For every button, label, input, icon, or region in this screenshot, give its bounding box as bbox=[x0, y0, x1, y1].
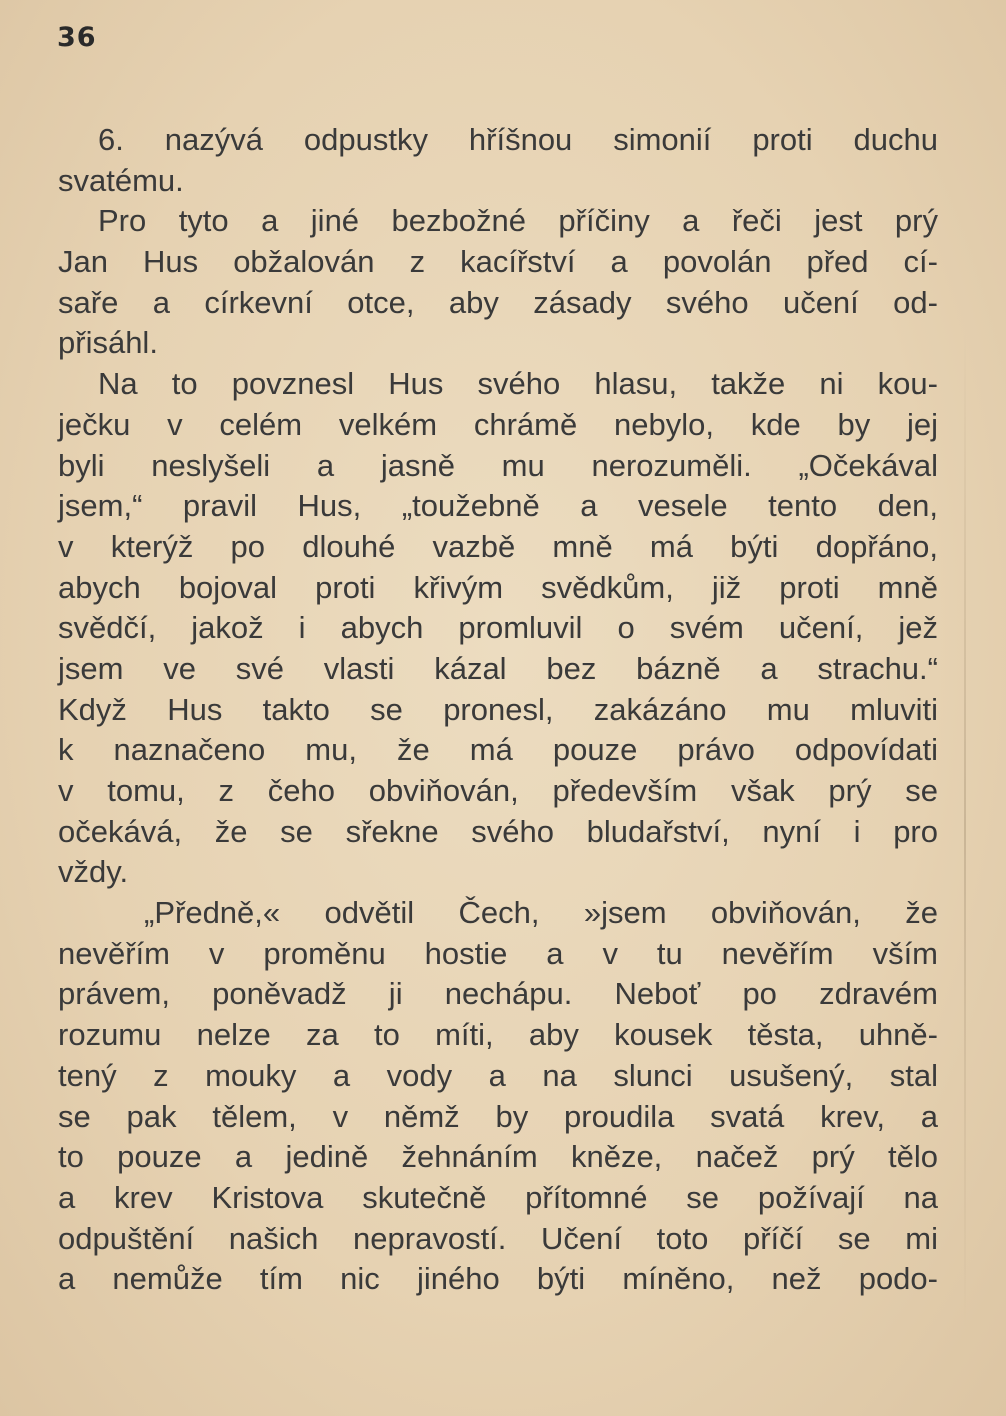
text-line: jsem ve své vlasti kázal bez bázně a strachu.“ bbox=[58, 650, 938, 686]
text-line: a krev Kristova skutečně přítomné se požívají na bbox=[58, 1179, 938, 1215]
text-line: byli neslyšeli a jasně mu nerozuměli. „Očekával bbox=[58, 447, 938, 483]
text-line: to pouze a jedině žehnáním kněze, načež prý tělo bbox=[58, 1139, 938, 1175]
text-line: se pak tělem, v němž by proudila svatá krev, a bbox=[58, 1098, 938, 1134]
text-line: saře a církevní otce, aby zásady svého učení od- bbox=[58, 284, 938, 320]
page-edge-shadow bbox=[964, 330, 966, 1330]
text-line: Pro tyto a jiné bezbožné příčiny a řeči jest prý bbox=[98, 203, 938, 239]
text-line: nevěřím v proměnu hostie a v tu nevěřím vším bbox=[58, 935, 938, 971]
text-line: Když Hus takto se pronesl, zakázáno mu mluviti bbox=[58, 691, 938, 727]
text-line: tený z mouky a vody a na slunci usušený, stal bbox=[58, 1057, 938, 1093]
text-line: vždy. bbox=[58, 854, 129, 890]
text-line: svatému. bbox=[58, 162, 184, 198]
text-line: a nemůže tím nic jiného býti míněno, než podo- bbox=[58, 1261, 938, 1297]
text-line: v kterýž po dlouhé vazbě mně má býti dopřáno, bbox=[58, 528, 938, 564]
text-line: rozumu nelze za to míti, aby kousek těsta, uhně- bbox=[58, 1017, 938, 1053]
text-line: svědčí, jakož i abych promluvil o svém učení, jež bbox=[58, 610, 938, 646]
text-line: přisáhl. bbox=[58, 325, 158, 361]
text-line: jsem,“ pravil Hus, „toužebně a vesele tento den, bbox=[58, 488, 938, 524]
text-line: ječku v celém velkém chrámě nebylo, kde by jej bbox=[58, 406, 938, 442]
text-line: právem, poněvadž ji nechápu. Neboť po zdravém bbox=[58, 976, 938, 1012]
text-line: odpuštění našich nepravostí. Učení toto příčí se mi bbox=[58, 1220, 938, 1256]
text-line: Na to povznesl Hus svého hlasu, takže ni kou- bbox=[98, 366, 938, 402]
text-line: očekává, že se sřekne svého bludařství, nyní i pro bbox=[58, 813, 938, 849]
text-line: v tomu, z čeho obviňován, především však prý se bbox=[58, 773, 938, 808]
text-line: Jan Hus obžalován z kacířství a povolán před cí- bbox=[58, 244, 938, 280]
text-line: „Předně,« odvětil Čech, »jsem obviňován, že bbox=[144, 895, 938, 931]
text-line: k naznačeno mu, že má pouze právo odpovídati bbox=[58, 732, 938, 768]
text-line: 6. nazývá odpustky hříšnou simonií proti duchu bbox=[98, 122, 938, 157]
text-line: abych bojoval proti křivým svědkům, již proti mně bbox=[58, 569, 938, 605]
page-number: 36 bbox=[57, 22, 97, 53]
body-text bbox=[58, 120, 938, 1300]
